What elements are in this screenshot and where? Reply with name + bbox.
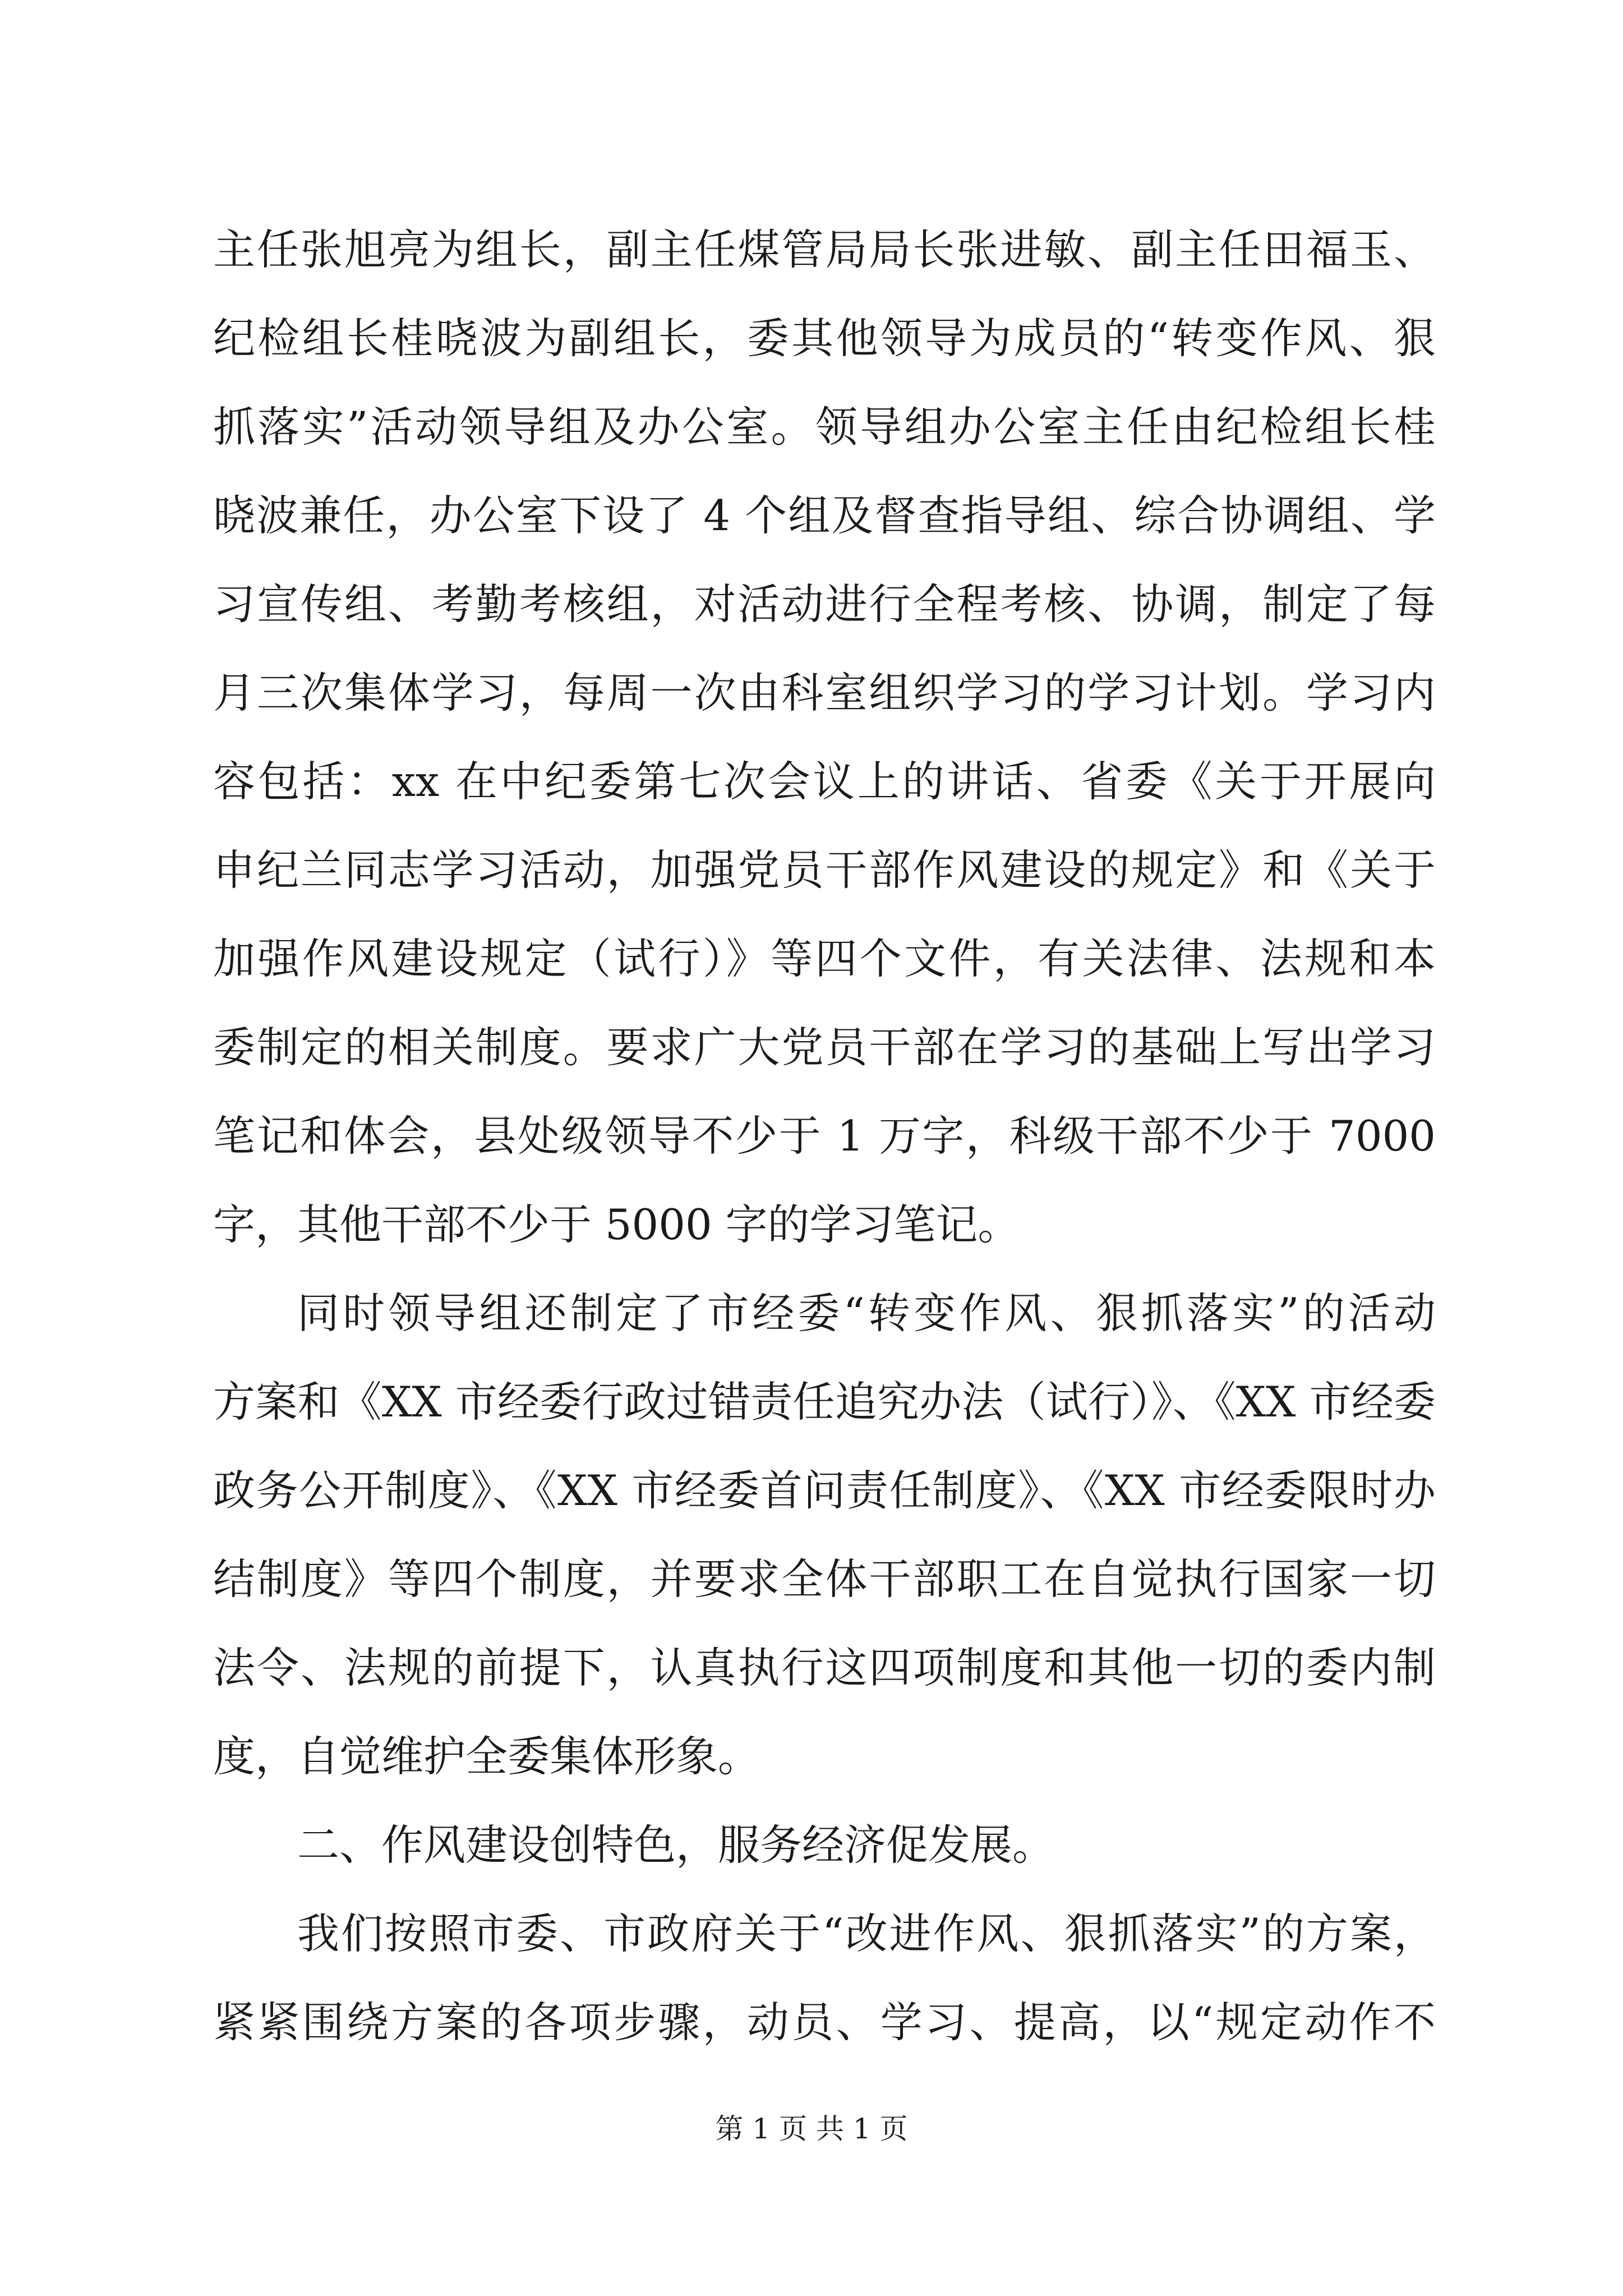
text-line: 政务公开制度》、《XX 市经委首问责任制度》、《XX 市经委限时办 [213, 1466, 1436, 1515]
text-line: 结制度》等四个制度，并要求全体干部职工在自觉执行国家一切 [213, 1554, 1436, 1604]
text-line: 委制定的相关制度。要求广大党员干部在学习的基础上写出学习 [213, 1023, 1436, 1072]
text-line: 容包括：xx 在中纪委第七次会议上的讲话、省委《关于开展向 [213, 757, 1436, 806]
page-number: 第 1 页 共 1 页 [715, 2113, 908, 2145]
page-footer [0, 2112, 1623, 2146]
paragraph-first-line: 我们按照市委、市政府关于“改进作风、狠抓落实”的方案， [297, 1909, 1436, 1958]
text-line: 申纪兰同志学习活动，加强党员干部作风建设的规定》和《关于 [213, 845, 1436, 895]
paragraph-first-line: 同时领导组还制定了市经委“转变作风、狠抓落实”的活动 [297, 1289, 1436, 1338]
text-line: 主任张旭亮为组长，副主任煤管局局长张进敏、副主任田福玉、 [213, 225, 1436, 274]
section-heading: 二、作风建设创特色，服务经济促发展。 [297, 1820, 1055, 1870]
text-line: 字，其他干部不少于 5000 字的学习笔记。 [213, 1200, 1020, 1249]
text-line: 加强作风建设规定（试行）》等四个文件，有关法律、法规和本 [213, 934, 1436, 983]
text-line: 笔记和体会，县处级领导不少于 1 万字，科级干部不少于 7000 [213, 1111, 1436, 1161]
text-line: 月三次集体学习，每周一次由科室组织学习的学习计划。学习内 [213, 668, 1436, 717]
document-body [213, 205, 1436, 2067]
text-line: 法令、法规的前提下，认真执行这四项制度和其他一切的委内制 [213, 1643, 1436, 1692]
text-line: 晓波兼任，办公室下设了 4 个组及督查指导组、综合协调组、学 [213, 491, 1436, 540]
text-line: 度，自觉维护全委集体形象。 [213, 1732, 760, 1781]
text-line: 方案和《XX 市经委行政过错责任追究办法（试行）》、《XX 市经委 [213, 1377, 1436, 1427]
text-line: 抓落实”活动领导组及办公室。领导组办公室主任由纪检组长桂 [213, 402, 1436, 452]
text-line: 纪检组长桂晓波为副组长，委其他领导为成员的“转变作风、狠 [213, 314, 1436, 363]
text-line: 习宣传组、考勤考核组，对活动进行全程考核、协调，制定了每 [213, 579, 1436, 629]
text-line: 紧紧围绕方案的各项步骤，动员、学习、提高，以“规定动作不 [213, 1998, 1436, 2047]
